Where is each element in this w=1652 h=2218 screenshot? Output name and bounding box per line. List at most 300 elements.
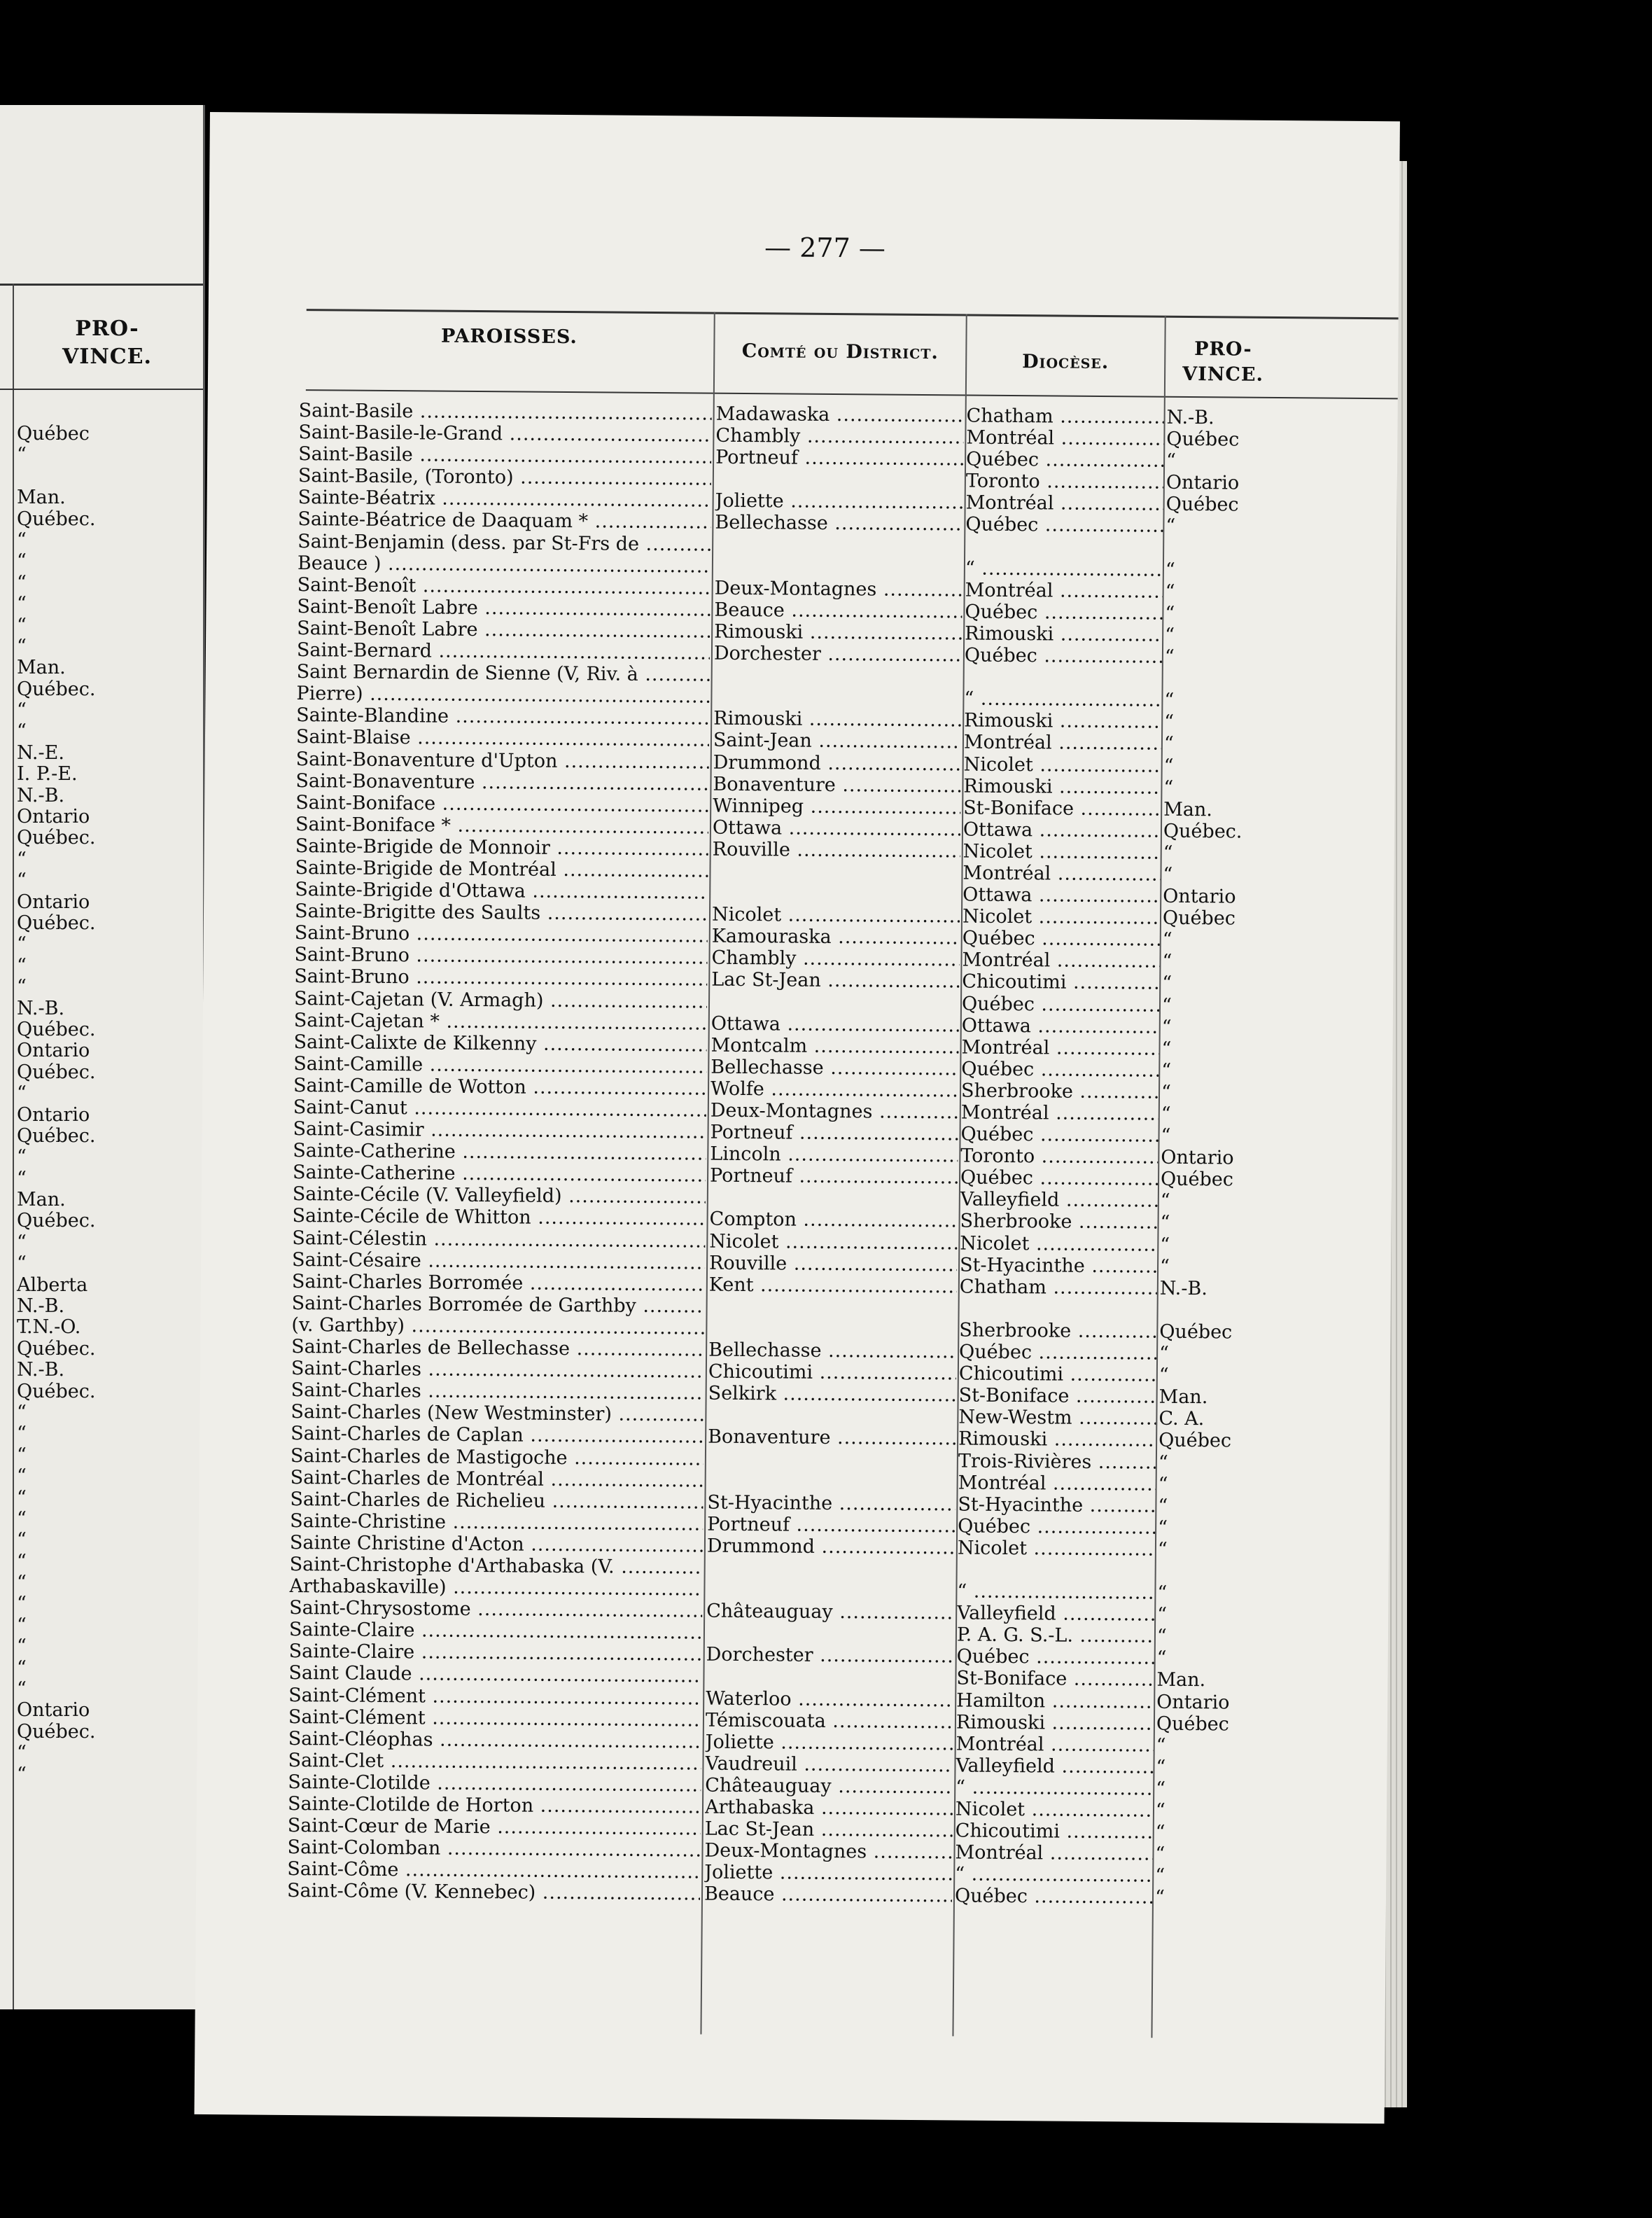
county-district: Chambly ..... (715, 425, 963, 449)
county-district: Ottawa ..... (711, 1012, 959, 1036)
diocese: Nicolet ..... (964, 753, 1161, 776)
diocese: Toronto ..... (960, 1145, 1158, 1169)
left-province-cell: Québec. (17, 912, 96, 934)
province: “ (1163, 733, 1174, 755)
diocese: Québec ..... (965, 645, 1162, 668)
province: “ (1161, 1103, 1171, 1125)
county-district: Nicolet ..... (712, 904, 960, 928)
province: “ (1160, 1212, 1170, 1234)
parish-name: Saint-Benjamin (dess. par St-Frs de ..... (298, 531, 710, 556)
province: “ (1165, 580, 1175, 603)
province (1165, 668, 1256, 690)
diocese (965, 536, 1163, 559)
diocese: Québec ..... (958, 1515, 1155, 1538)
diocese: “ ..... (955, 1864, 1152, 1887)
left-province-cell: “ (17, 1572, 27, 1594)
parish-name: Saint-Cœur de Marie ..... (288, 1815, 701, 1840)
diocese: “ ..... (955, 1776, 1153, 1799)
province: N.-B. (1166, 406, 1214, 429)
county-district (708, 1318, 956, 1341)
diocese: Montréal ..... (961, 1101, 1158, 1124)
province: Man. (1163, 798, 1213, 821)
diocese: Ottawa ..... (962, 884, 1160, 907)
left-province-cell: “ (17, 1635, 27, 1658)
county-district: Rimouski ..... (714, 621, 962, 645)
left-province-cell: Québec. (17, 1380, 96, 1402)
diocese: St-Boniface ..... (963, 797, 1161, 820)
left-province-cell: N.-B. (17, 1359, 65, 1381)
county-district (709, 1295, 957, 1319)
parish-name: Sainte-Brigitte des Saults ..... (295, 900, 708, 926)
province: Ontario (1161, 1146, 1234, 1169)
province: Québec (1160, 1168, 1234, 1191)
parish-name: Saint Claude ..... (288, 1662, 701, 1687)
left-province-cell: Québec. (17, 1124, 96, 1147)
county-district: Deux-Montagnes ..... (715, 577, 962, 601)
province: “ (1158, 1364, 1169, 1386)
parish-name: Saint-Bonaventure ..... (295, 770, 708, 795)
province: “ (1162, 928, 1172, 951)
county-district: Selkirk ..... (708, 1383, 956, 1407)
province: “ (1159, 1255, 1170, 1278)
county-district: Drummond ..... (713, 751, 961, 775)
left-province-cell: “ (17, 1401, 27, 1423)
parish-name: Arthabaskaville) ..... (289, 1575, 702, 1600)
parish-name: Saint-Bonaventure d'Upton ..... (296, 748, 709, 773)
parish-name: Saint-Basile ..... (298, 443, 711, 468)
province: “ (1160, 1234, 1170, 1256)
province: “ (1157, 1603, 1168, 1626)
province: “ (1163, 755, 1174, 777)
parish-name: Saint-Chrysostome ..... (289, 1597, 702, 1622)
diocese: Sherbrooke ..... (959, 1319, 1156, 1342)
county-district (715, 533, 962, 557)
county-district: St-Hyacinthe ..... (707, 1491, 955, 1515)
diocese: Nicolet ..... (962, 906, 1160, 929)
left-province-cell: “ (17, 1146, 27, 1169)
left-page-fragment (0, 105, 205, 2009)
diocese: Nicolet ..... (963, 840, 1161, 863)
diocese: Québec ..... (965, 601, 1162, 624)
parish-name: Saint-Cajetan (V. Armagh) ..... (294, 988, 707, 1013)
county-district (706, 1579, 954, 1603)
province: Man. (1158, 1386, 1208, 1409)
county-district (707, 1557, 955, 1581)
diocese: Chicoutimi ..... (962, 971, 1159, 994)
diocese: Rimouski ..... (956, 1711, 1154, 1734)
parish-name: Saint-Charles de Richelieu ..... (290, 1488, 703, 1514)
left-province-cell: Ontario (17, 891, 90, 913)
left-province-cell: “ (17, 550, 27, 573)
parish-name: Saint-Clet ..... (288, 1750, 701, 1775)
left-province-cell: Alberta (17, 1274, 88, 1296)
left-province-cell: N.-E. (17, 741, 64, 764)
header-bottom-rule (306, 389, 1398, 399)
diocese: Valleyfield ..... (957, 1603, 1154, 1626)
province: “ (1158, 1516, 1168, 1539)
diocese: St-Boniface ..... (956, 1668, 1154, 1691)
parish-name: Saint-Basile, (Toronto) ..... (298, 465, 711, 490)
province: Québec (1159, 1320, 1233, 1344)
county-district: Madawaska ..... (716, 403, 964, 427)
left-header-rule (0, 389, 203, 390)
parish-name: Sainte-Claire ..... (289, 1640, 702, 1666)
province: Québec (1158, 1430, 1232, 1452)
left-province-cell: “ (17, 1614, 27, 1636)
parish-name: Saint-Césaire ..... (292, 1249, 705, 1274)
header-paroisses: PAROISSES. (440, 325, 578, 349)
diocese: Rimouski ..... (963, 775, 1161, 798)
parish-name: Saint-Charles Borromée de Garthby ..... (292, 1292, 705, 1318)
parish-name: Saint-Benoît Labre ..... (297, 618, 710, 643)
diocese: Sherbrooke ..... (960, 1211, 1157, 1234)
parish-name: Saint-Bruno ..... (295, 922, 708, 947)
diocese: Hamilton ..... (956, 1689, 1154, 1713)
province: “ (1155, 1821, 1166, 1843)
county-district: Bellechasse ..... (715, 512, 962, 536)
county-district (708, 1448, 955, 1472)
county-district: Lac St-Jean ..... (711, 969, 959, 993)
diocese: Chicoutimi ..... (955, 1820, 1153, 1843)
parish-name: Saint-Charles de Bellechasse ..... (291, 1336, 704, 1361)
page-277 (195, 112, 1400, 2123)
parish-name: Saint-Cajetan * ..... (294, 1010, 707, 1035)
county-district (711, 991, 959, 1014)
diocese: Montréal ..... (965, 579, 1163, 602)
left-province-cell: “ (17, 1593, 27, 1615)
left-province-cell: Québec. (17, 1337, 96, 1360)
left-province-cell: “ (17, 1167, 27, 1190)
left-province-cell: “ (17, 848, 27, 870)
county-district: Saint-Jean ..... (713, 730, 961, 753)
province: “ (1166, 449, 1177, 473)
left-province-cell: “ (17, 1742, 27, 1764)
parish-name: Sainte-Christine ..... (290, 1510, 703, 1535)
parish-name: Saint-Clément ..... (288, 1706, 701, 1731)
table-top-rule (307, 309, 1399, 319)
county-district: Winnipeg ..... (713, 795, 960, 818)
parish-name: Saint-Bruno ..... (294, 965, 707, 991)
county-district (706, 1666, 953, 1689)
left-province-cell: “ (17, 1529, 27, 1551)
diocese (965, 667, 1162, 690)
left-province-cell: “ (17, 976, 27, 998)
province: “ (1156, 1647, 1167, 1670)
left-province-cell: “ (17, 933, 27, 956)
province: Ontario (1166, 472, 1240, 494)
province: “ (1156, 1625, 1167, 1648)
county-district (714, 664, 962, 688)
parish-name: Sainte-Blandine ..... (296, 704, 709, 730)
county-district (715, 468, 963, 492)
county-district: Dorchester ..... (706, 1644, 954, 1668)
parish-name: Sainte-Catherine ..... (293, 1162, 706, 1187)
parish-name: Saint-Bernard ..... (297, 639, 710, 664)
diocese: Toronto ..... (966, 470, 1163, 494)
left-province-cell: “ (17, 699, 27, 722)
province: N.-B. (1159, 1277, 1208, 1299)
left-province-cell: “ (17, 1763, 27, 1785)
parish-name: Saint-Charles ..... (291, 1358, 704, 1383)
province: Québec (1166, 494, 1239, 516)
parish-name: Sainte-Clotilde ..... (288, 1771, 701, 1797)
parish-name: Saint-Camille ..... (293, 1053, 706, 1078)
county-district (706, 1622, 954, 1646)
parish-name: (v. Garthby) ..... (291, 1314, 704, 1339)
header-diocese: Diocèse. (1022, 351, 1110, 374)
province: “ (1161, 1038, 1172, 1060)
left-province-cell: I. P.-E. (17, 763, 78, 786)
diocese: Nicolet ..... (958, 1537, 1155, 1560)
left-province-cell: Ontario (17, 806, 90, 828)
county-district (713, 686, 961, 710)
parish-name: Saint-Casimir ..... (293, 1118, 706, 1143)
left-province-cell: N.-B. (17, 784, 65, 807)
county-district (708, 1404, 955, 1428)
county-district: Lincoln ..... (710, 1143, 958, 1167)
county-district: Deux-Montagnes ..... (710, 1100, 958, 1124)
left-province-cell: Ontario (17, 1103, 90, 1126)
diocese: Québec ..... (961, 1058, 1158, 1081)
diocese: Ottawa ..... (963, 818, 1161, 842)
province: “ (1161, 1059, 1172, 1082)
diocese: Rimouski ..... (958, 1428, 1156, 1451)
county-district: Bonaventure ..... (713, 773, 960, 797)
left-province-cell: Québec (17, 423, 90, 445)
left-province-cell: “ (17, 954, 27, 977)
parish-name: Saint-Benoît ..... (298, 574, 710, 599)
header-comte: Comté ou District. (741, 340, 939, 364)
left-province-cell: “ (17, 1486, 27, 1509)
header-province: PRO- VINCE. (1182, 338, 1264, 386)
province: “ (1164, 646, 1175, 668)
parish-name: Sainte-Béatrice de Daaquam * ..... (298, 508, 710, 533)
province: Québec (1162, 907, 1236, 930)
diocese: Ottawa ..... (962, 1014, 1159, 1038)
province (1166, 537, 1256, 559)
left-province-list (17, 424, 199, 1785)
diocese: Montréal ..... (966, 492, 1163, 515)
parish-name: Saint-Christophe d'Arthabaska (V. ..... (290, 1554, 703, 1579)
left-province-cell: “ (17, 1444, 27, 1466)
province: “ (1164, 711, 1175, 734)
left-province-cell: Québec. (17, 1061, 96, 1083)
county-district (712, 860, 960, 884)
diocese: Québec ..... (962, 928, 1160, 951)
diocese: Montréal ..... (956, 1733, 1154, 1756)
province: “ (1161, 1016, 1172, 1038)
diocese: Québec ..... (960, 1124, 1158, 1147)
diocese: P. A. G. S.-L. ..... (957, 1624, 1154, 1647)
county-district (708, 1470, 955, 1493)
diocese: Valleyfield ..... (955, 1755, 1153, 1778)
province (1158, 1561, 1249, 1583)
province: “ (1157, 1582, 1168, 1604)
province: “ (1163, 776, 1174, 799)
diocese: Chatham ..... (960, 1276, 1157, 1299)
county-district: Lac St-Jean ..... (705, 1818, 953, 1842)
parish-name: Saint Bernardin de Sienne (V, Riv. à ..... (297, 661, 710, 686)
diocese: Valleyfield ..... (960, 1189, 1158, 1212)
left-province-cell: Québec. (17, 827, 96, 849)
county-district: Châteauguay ..... (706, 1600, 954, 1624)
parish-name: Saint-Côme (V. Kennebec) ..... (287, 1880, 700, 1905)
left-province-cell: “ (17, 1082, 27, 1105)
left-province-cell: “ (17, 1423, 27, 1445)
province: “ (1162, 951, 1172, 973)
province: “ (1156, 1734, 1166, 1757)
county-district: Beauce ..... (714, 599, 962, 623)
province: “ (1158, 1451, 1168, 1474)
county-district: Portneuf ..... (710, 1165, 958, 1189)
parish-name: Sainte-Catherine ..... (293, 1140, 706, 1165)
county-district: Rimouski ..... (713, 708, 961, 732)
left-province-cell: Man. (17, 1189, 66, 1211)
diocese: Nicolet ..... (955, 1798, 1153, 1821)
diocese: Montréal ..... (962, 862, 1160, 885)
diocese: Rimouski ..... (964, 710, 1161, 733)
province: Québec (1166, 428, 1240, 451)
parish-name: Saint-Blaise ..... (296, 726, 709, 751)
left-column-rule (13, 284, 14, 2009)
left-province-cell: “ (17, 635, 27, 657)
left-province-cell: “ (17, 529, 27, 551)
province: “ (1165, 602, 1175, 625)
parish-name: Saint-Charles (New Westminster) ..... (290, 1401, 704, 1426)
province: Ontario (1163, 885, 1236, 908)
diocese: Montréal ..... (958, 1472, 1156, 1495)
county-district: Montcalm ..... (710, 1034, 958, 1058)
province: “ (1158, 1342, 1170, 1365)
county-district: Drummond ..... (707, 1535, 955, 1559)
left-province-cell: Ontario (17, 1040, 90, 1062)
left-province-cell: “ (17, 571, 27, 594)
county-district: Portneuf ..... (710, 1122, 958, 1145)
left-province-cell: “ (17, 1656, 27, 1679)
diocese: Montréal ..... (961, 1036, 1158, 1059)
province: “ (1164, 689, 1175, 712)
province: “ (1160, 1190, 1170, 1213)
county-district: Compton ..... (709, 1208, 957, 1232)
county-district: Joliette ..... (704, 1862, 952, 1885)
parish-name: Saint-Canut ..... (293, 1096, 706, 1122)
county-district: Portneuf ..... (715, 447, 963, 470)
province: “ (1161, 1124, 1171, 1147)
province: Man. (1156, 1669, 1206, 1692)
left-province-cell: Man. (17, 487, 66, 509)
left-province-cell: “ (17, 1507, 27, 1530)
county-district: Bonaventure ..... (708, 1426, 955, 1450)
parish-name: Pierre) ..... (296, 683, 709, 708)
parish-name: Saint-Calixte de Kilkenny ..... (293, 1031, 706, 1056)
province: “ (1161, 994, 1172, 1017)
province: “ (1162, 972, 1172, 995)
diocese: St-Hyacinthe ..... (960, 1254, 1157, 1277)
page-number: — 277 — (764, 232, 886, 264)
parish-name: Sainte-Brigide de Monnoir ..... (295, 835, 708, 860)
county-district: Témiscouata ..... (706, 1709, 953, 1733)
county-district: Arthabaska ..... (705, 1797, 953, 1820)
province: “ (1156, 1778, 1166, 1800)
diocese: “ ..... (965, 557, 1163, 580)
province: “ (1156, 1756, 1166, 1778)
province: Québec. (1163, 820, 1242, 843)
county-district: Wolfe ..... (710, 1078, 958, 1102)
county-district: Beauce ..... (704, 1883, 952, 1907)
parish-name: Saint-Charles ..... (291, 1379, 704, 1404)
province: “ (1157, 1538, 1168, 1561)
parish-name: Saint-Camille de Wotton ..... (293, 1075, 706, 1100)
left-province-cell (17, 466, 199, 487)
county-district: Rouville ..... (709, 1252, 957, 1276)
diocese: Rimouski ..... (965, 622, 1162, 646)
diocese (959, 1297, 1156, 1320)
county-district: Châteauguay ..... (705, 1775, 953, 1799)
diocese: Montréal ..... (962, 949, 1159, 972)
county-district: Portneuf ..... (707, 1513, 955, 1537)
diocese: Québec ..... (966, 449, 1163, 472)
parish-name: Saint-Charles Borromée ..... (292, 1271, 705, 1296)
county-district: Vaudreuil ..... (705, 1752, 953, 1776)
diocese: Sherbrooke ..... (961, 1080, 1158, 1103)
parish-name: Saint-Clément ..... (288, 1684, 701, 1709)
county-district: Ottawa ..... (713, 816, 960, 840)
diocese: Nicolet ..... (960, 1232, 1157, 1255)
county-district: Chambly ..... (711, 947, 959, 971)
county-district (715, 555, 962, 579)
diocese: “ ..... (957, 1581, 1154, 1604)
county-district: Kent ..... (709, 1274, 957, 1297)
left-province-cell: Québec. (17, 508, 96, 530)
province: “ (1166, 515, 1176, 538)
parish-name: Saint-Côme ..... (287, 1858, 700, 1883)
province: Ontario (1156, 1691, 1230, 1714)
county-district: Waterloo ..... (706, 1687, 953, 1711)
parish-name: Sainte-Cécile (V. Valleyfield) ..... (293, 1183, 706, 1208)
diocese: Chatham ..... (967, 405, 1164, 428)
left-province-cell: Québec. (17, 678, 96, 700)
left-province-cell: Man. (17, 657, 66, 679)
left-province-cell: Québec. (17, 1720, 96, 1743)
county-district: Rouville ..... (713, 839, 960, 863)
county-district: Nicolet ..... (709, 1230, 957, 1254)
left-province-header: PRO- VINCE. (62, 316, 152, 369)
province: Québec (1156, 1713, 1229, 1736)
diocese: Chicoutimi ..... (959, 1363, 1156, 1386)
county-district: Joliette ..... (706, 1731, 953, 1755)
left-province-cell: “ (17, 614, 27, 636)
diocese: Québec ..... (955, 1885, 1152, 1909)
left-province-cell: “ (17, 1678, 27, 1701)
left-province-cell: Québec. (17, 1018, 96, 1040)
diocese: “ ..... (964, 688, 1161, 711)
diocese: St-Hyacinthe ..... (958, 1493, 1155, 1516)
province: “ (1163, 842, 1173, 864)
left-province-cell: “ (17, 870, 27, 892)
county-district: Bellechasse ..... (710, 1056, 958, 1080)
left-province-cell: “ (17, 593, 27, 615)
diocese: Trois-Rivières ..... (958, 1450, 1156, 1473)
parish-name: Saint-Cléophas ..... (288, 1728, 701, 1753)
diocese: Québec ..... (960, 1167, 1158, 1190)
parish-name: Sainte-Béatrix ..... (298, 487, 711, 512)
province (1159, 1299, 1250, 1322)
county-district: Deux-Montagnes ..... (704, 1840, 952, 1864)
parish-name: Sainte-Brigide d'Ottawa ..... (295, 879, 708, 904)
parish-name: Sainte Christine d'Acton ..... (290, 1532, 703, 1557)
province: “ (1158, 1473, 1168, 1495)
left-province-cell: “ (17, 1231, 27, 1253)
